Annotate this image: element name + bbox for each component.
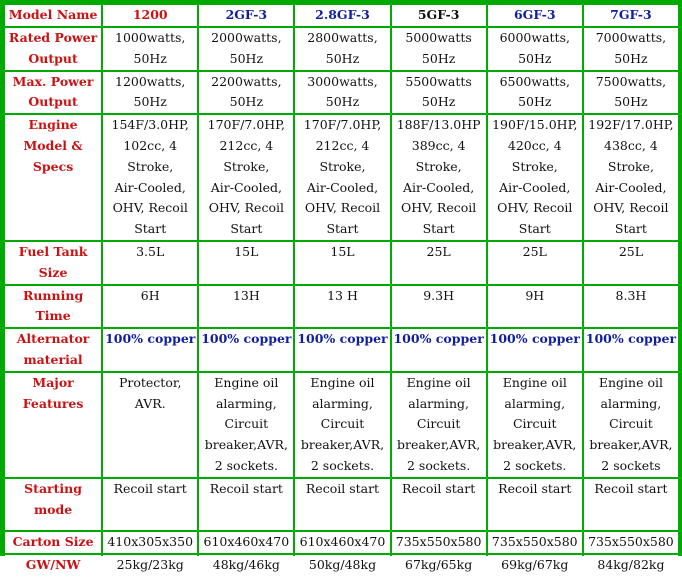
cell-line: OHV, Recoil	[112, 200, 188, 216]
cell-line: Air-Cooled,	[595, 179, 667, 195]
cell-line: Start	[518, 221, 551, 237]
spec-row	[5, 242, 678, 284]
cell-line: 50Hz	[614, 94, 648, 110]
spec-cell	[295, 28, 389, 70]
spec-row	[5, 532, 678, 553]
cell-line: AVR.	[134, 395, 166, 411]
cell-line: Start	[422, 221, 455, 237]
spec-cell	[488, 479, 582, 530]
cell-line: 100% copper	[393, 331, 484, 347]
spec-cell	[295, 532, 389, 553]
cell-line: Engine oil	[310, 374, 375, 390]
spec-cell	[103, 479, 197, 530]
cell-line: OHV, Recoil	[400, 200, 477, 216]
cell-line: 190F/15.0HP,	[492, 117, 578, 133]
cell-line: 420cc, 4	[507, 137, 562, 153]
cell-line: 170F/7.0HP,	[207, 117, 286, 133]
cell-line: Start	[614, 221, 647, 237]
cell-line: 610x460x470	[203, 533, 290, 549]
cell-line: Time	[35, 308, 71, 324]
spec-cell	[392, 329, 486, 371]
spec-cell	[199, 555, 293, 576]
cell-line: Stroke,	[607, 158, 654, 174]
cell-line: material	[23, 351, 83, 367]
cell-line: Engine oil	[214, 374, 279, 390]
row-label	[5, 72, 101, 114]
cell-line: 48kg/46kg	[212, 556, 280, 572]
cell-line: 50Hz	[325, 94, 360, 110]
cell-line: Fuel Tank	[18, 243, 88, 259]
row-label	[5, 115, 101, 240]
cell-line: Features	[22, 395, 84, 411]
spec-cell	[295, 329, 389, 371]
cell-line: 84kg/82kg	[597, 556, 665, 572]
spec-cell	[103, 28, 197, 70]
spec-cell	[488, 242, 582, 284]
spec-cell	[392, 555, 486, 576]
cell-line: 2 sockets	[601, 457, 661, 473]
cell-line: alarming,	[600, 395, 662, 411]
cell-line: 69kg/67kg	[501, 556, 569, 572]
cell-line: alarming,	[215, 395, 277, 411]
cell-line: Output	[28, 94, 78, 110]
cell-line: Circuit	[416, 416, 461, 432]
cell-line: Engine	[28, 117, 78, 133]
spec-cell	[584, 115, 678, 240]
spec-row	[5, 286, 678, 328]
spec-cell	[199, 115, 293, 240]
cell-line: 6500watts,	[499, 73, 570, 89]
cell-line: Circuit	[609, 416, 653, 432]
cell-line: 25L	[522, 243, 547, 259]
spec-cell	[103, 329, 197, 371]
spec-cell	[103, 373, 197, 477]
header-row	[5, 5, 678, 26]
spec-row	[5, 72, 678, 114]
cell-line: breaker,AVR,	[493, 437, 577, 453]
cell-line: Air-Cooled,	[210, 179, 282, 195]
spec-cell	[488, 329, 582, 371]
cell-line: 389cc, 4	[411, 137, 466, 153]
spec-cell	[584, 242, 678, 284]
spec-cell	[584, 329, 678, 371]
model-name: 5GF-3	[392, 5, 486, 26]
spec-cell	[295, 555, 389, 576]
cell-line: 2 sockets.	[310, 457, 375, 473]
spec-cell	[392, 286, 486, 328]
cell-line: Circuit	[224, 416, 269, 432]
cell-line: Recoil start	[498, 480, 572, 496]
cell-line: 67kg/65kg	[405, 556, 473, 572]
row-label	[5, 479, 101, 530]
cell-line: 50Hz	[229, 50, 264, 66]
cell-line: Output	[28, 50, 78, 66]
cell-line: Starting	[24, 480, 82, 496]
spec-row	[5, 329, 678, 371]
cell-line: Start	[230, 221, 263, 237]
cell-line: Stroke,	[511, 158, 558, 174]
cell-line: 25L	[426, 243, 451, 259]
cell-line: 25L	[618, 243, 644, 259]
cell-line: Specs	[32, 158, 74, 174]
cell-line: 3.5L	[136, 243, 165, 259]
cell-line: breaker,AVR,	[397, 437, 481, 453]
spec-cell	[584, 555, 678, 576]
cell-line: 100% copper	[105, 331, 196, 347]
spec-row	[5, 115, 678, 240]
generator-spec-table	[3, 3, 680, 577]
spec-cell	[199, 286, 293, 328]
spec-cell	[199, 28, 293, 70]
cell-line: 5000watts	[405, 30, 472, 45]
cell-line: 212cc, 4	[315, 137, 370, 153]
cell-line: Stroke,	[415, 158, 462, 174]
cell-line: Recoil start	[305, 480, 380, 496]
cell-line: 100% copper	[201, 331, 292, 347]
cell-line: alarming,	[312, 395, 373, 411]
spec-cell	[392, 242, 486, 284]
cell-line: 8.3H	[615, 287, 647, 303]
spec-cell	[199, 373, 293, 477]
cell-line: 2200watts,	[211, 73, 282, 89]
cell-line: 50Hz	[421, 50, 456, 66]
cell-line: 102cc, 4	[123, 137, 178, 153]
cell-line: 2 sockets.	[407, 457, 471, 473]
spec-row	[5, 373, 678, 477]
cell-line: Engine oil	[598, 374, 663, 390]
spec-cell	[103, 72, 197, 114]
spec-cell	[392, 532, 486, 553]
cell-line: Start	[134, 221, 167, 237]
spec-cell	[295, 373, 389, 477]
spec-cell	[488, 286, 582, 328]
row-label	[5, 28, 101, 70]
cell-line: 735x550x580	[491, 533, 578, 549]
cell-line: 6H	[140, 287, 160, 303]
spec-row	[5, 28, 678, 70]
cell-line: 100% copper	[297, 331, 388, 347]
spec-cell	[392, 72, 486, 114]
cell-line: 735x550x580	[395, 533, 482, 549]
cell-line: 9H	[525, 287, 545, 303]
spec-cell	[488, 115, 582, 240]
spec-cell	[392, 28, 486, 70]
cell-line: 50Hz	[614, 50, 648, 66]
spec-cell	[103, 286, 197, 328]
cell-line: 192F/17.0HP,	[588, 117, 674, 133]
cell-line: 410x305x350	[107, 533, 194, 549]
cell-line: 100% copper	[489, 331, 580, 347]
model-name: 1200	[103, 5, 197, 26]
cell-line: Air-Cooled,	[403, 179, 475, 195]
spec-cell	[488, 28, 582, 70]
cell-line: GW/NW	[25, 556, 81, 572]
cell-line: 50Hz	[325, 50, 360, 66]
cell-line: 2000watts,	[211, 30, 282, 45]
cell-line: Stroke,	[127, 158, 174, 174]
cell-line: Recoil start	[594, 480, 668, 496]
cell-line: 15L	[234, 243, 259, 259]
cell-line: 2 sockets.	[503, 457, 567, 473]
cell-line: 100% copper	[585, 331, 677, 347]
cell-line: Recoil start	[402, 480, 476, 496]
spec-cell	[584, 532, 678, 553]
cell-line: 5500watts	[405, 73, 472, 89]
cell-line: 610x460x470	[299, 533, 386, 549]
spec-cell	[295, 286, 389, 328]
spec-cell	[103, 115, 197, 240]
spec-cell	[584, 286, 678, 328]
cell-line: 1000watts,	[115, 30, 186, 45]
cell-line: Circuit	[320, 416, 365, 432]
cell-line: Start	[326, 221, 359, 237]
cell-line: 50Hz	[229, 94, 264, 110]
row-label	[5, 329, 101, 371]
cell-line: 50Hz	[421, 94, 456, 110]
cell-line: alarming,	[408, 395, 470, 411]
spec-cell	[295, 115, 389, 240]
cell-line: Model &	[23, 137, 83, 153]
cell-line: 2 sockets.	[214, 457, 278, 473]
spec-cell	[295, 479, 389, 530]
spec-cell	[199, 532, 293, 553]
spec-cell	[392, 479, 486, 530]
cell-line: OHV, Recoil	[208, 200, 284, 216]
cell-line: 13 H	[327, 287, 358, 303]
cell-line: Size	[38, 264, 68, 280]
cell-line: OHV, Recoil	[304, 200, 381, 216]
cell-line: Carton Size	[12, 533, 94, 549]
cell-line: Circuit	[512, 416, 557, 432]
cell-line: breaker,AVR,	[589, 437, 673, 453]
cell-line: Max. Power	[12, 73, 94, 89]
cell-line: Air-Cooled,	[114, 179, 186, 195]
cell-line: 1200watts,	[115, 73, 186, 89]
cell-line: mode	[33, 501, 73, 517]
spec-cell	[584, 28, 678, 70]
cell-line: Major	[32, 374, 74, 390]
spec-cell	[392, 373, 486, 477]
spec-cell	[584, 373, 678, 477]
cell-line: 212cc, 4	[219, 137, 274, 153]
cell-line: 170F/7.0HP,	[303, 117, 382, 133]
cell-line: Engine oil	[406, 374, 471, 390]
cell-line: Running	[22, 287, 84, 303]
cell-line: Stroke,	[223, 158, 270, 174]
row-label	[5, 532, 101, 553]
cell-line: alarming,	[504, 395, 566, 411]
model-name: 7GF-3	[584, 5, 678, 26]
cell-line: 50Hz	[133, 94, 167, 110]
spec-cell	[199, 72, 293, 114]
model-name: 2.8GF-3	[295, 5, 389, 26]
row-label	[5, 373, 101, 477]
cell-line: Protector,	[118, 374, 182, 390]
header-label: Model Name	[5, 5, 101, 26]
cell-line: 15L	[330, 243, 355, 259]
cell-line: 13H	[232, 287, 260, 303]
cell-line: 9.3H	[423, 287, 455, 303]
spec-row	[5, 555, 678, 576]
cell-line: Rated Power	[8, 30, 98, 45]
cell-line: Engine oil	[502, 374, 567, 390]
spec-cell	[103, 242, 197, 284]
cell-line: 6000watts,	[499, 30, 570, 45]
cell-line: 50Hz	[133, 50, 167, 66]
model-name: 2GF-3	[199, 5, 293, 26]
row-label	[5, 286, 101, 328]
spec-cell	[103, 555, 197, 576]
cell-line: 25kg/23kg	[116, 556, 184, 572]
spec-cell	[488, 532, 582, 553]
cell-line: 7000watts,	[595, 30, 667, 45]
spec-cell	[392, 115, 486, 240]
spec-cell	[584, 72, 678, 114]
cell-line: 7500watts,	[595, 73, 667, 89]
spec-cell	[199, 242, 293, 284]
cell-line: 188F/13.0HP	[396, 117, 481, 133]
cell-line: breaker,AVR,	[300, 437, 385, 453]
row-label	[5, 242, 101, 284]
cell-line: Air-Cooled,	[499, 179, 571, 195]
cell-line: 50Hz	[518, 50, 552, 66]
cell-line: 3000watts,	[307, 73, 378, 89]
cell-line: 154F/3.0HP,	[111, 117, 189, 133]
cell-line: 50kg/48kg	[308, 556, 377, 572]
spec-cell	[295, 72, 389, 114]
cell-line: 50Hz	[518, 94, 552, 110]
spec-row	[5, 479, 678, 530]
cell-line: Recoil start	[209, 480, 283, 496]
spec-cell	[584, 479, 678, 530]
cell-line: Recoil start	[113, 480, 187, 496]
spec-cell	[488, 373, 582, 477]
spec-cell	[488, 72, 582, 114]
cell-line: 735x550x580	[588, 533, 674, 549]
spec-cell	[199, 329, 293, 371]
cell-line: OHV, Recoil	[497, 200, 573, 216]
cell-line: OHV, Recoil	[593, 200, 669, 216]
cell-line: breaker,AVR,	[204, 437, 288, 453]
cell-line: Alternator	[16, 331, 90, 347]
spec-cell	[488, 555, 582, 576]
spec-cell	[199, 479, 293, 530]
spec-cell	[295, 242, 389, 284]
cell-line: 438cc, 4	[604, 137, 658, 153]
cell-line: 2800watts,	[307, 30, 378, 45]
spec-cell	[103, 532, 197, 553]
model-name: 6GF-3	[488, 5, 582, 26]
cell-line: Stroke,	[319, 158, 366, 174]
row-label	[5, 555, 101, 576]
cell-line: Air-Cooled,	[306, 179, 379, 195]
